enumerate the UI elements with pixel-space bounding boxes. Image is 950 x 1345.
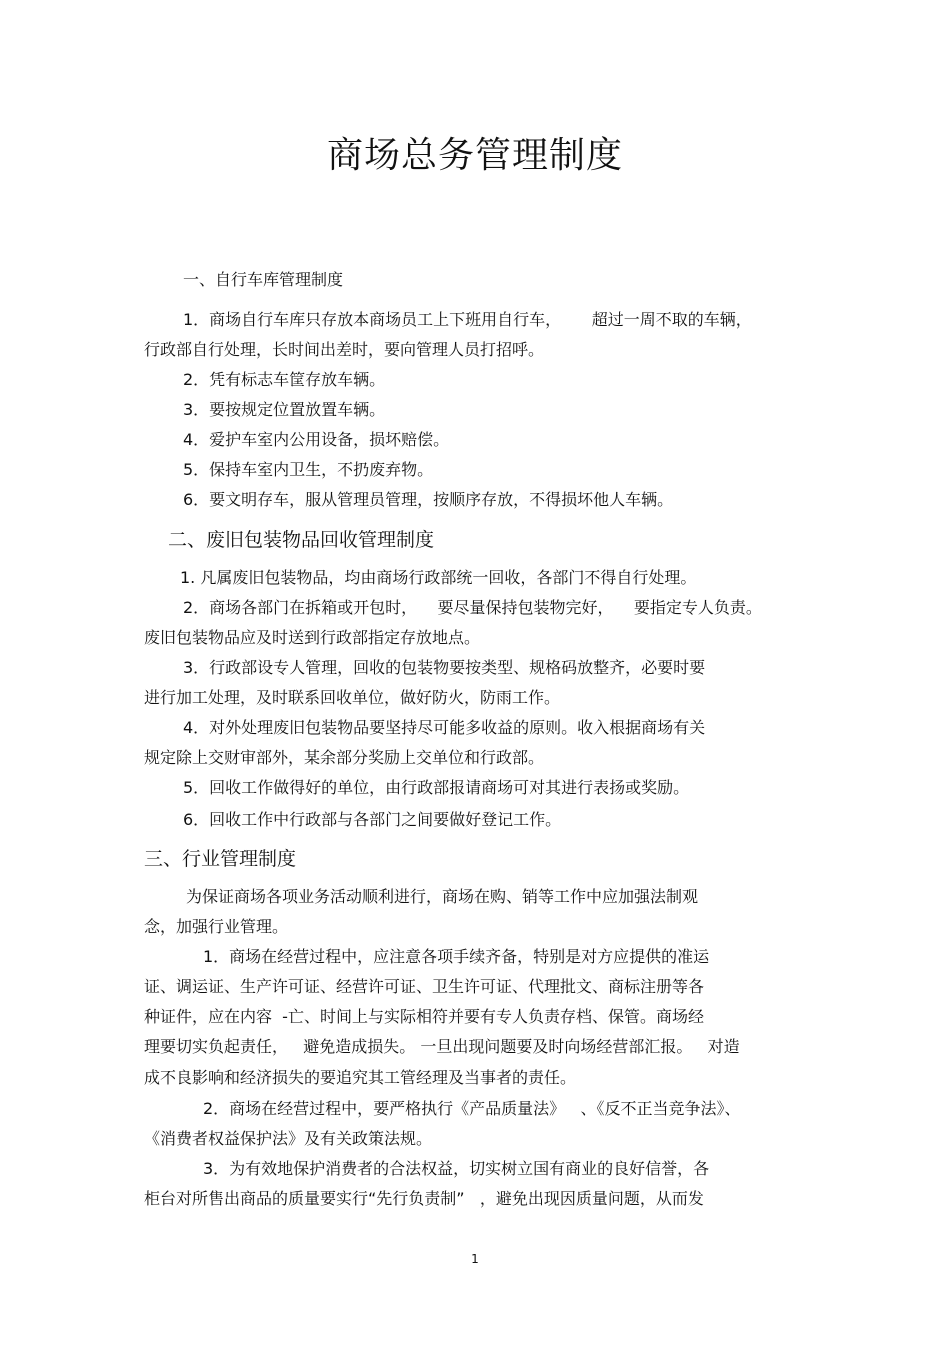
paragraph-line: 种证件，应在内容 -亡、时间上与实际相符并要有专人负责存档、保管。商场经 bbox=[144, 1007, 704, 1026]
paragraph-line: 2．商场在经营过程中，要严格执行《产品质量法》 、《反不正当竞争法》、 bbox=[203, 1099, 741, 1118]
paragraph-line: 2．商场各部门在拆箱或开包时， 要尽量保持包装物完好， 要指定专人负责。 bbox=[183, 598, 762, 617]
paragraph-line: 1. 凡属废旧包装物品，均由商场行政部统一回收，各部门不得自行处理。 bbox=[180, 568, 697, 587]
paragraph-line: 4．爱护车室内公用设备，损坏赔偿。 bbox=[183, 430, 450, 449]
paragraph-line: 《消费者权益保护法》及有关政策法规。 bbox=[144, 1129, 433, 1148]
paragraph-line: 5．保持车室内卫生，不扔废弃物。 bbox=[183, 460, 434, 479]
page-number: 1 bbox=[471, 1252, 479, 1266]
paragraph-line: 柜台对所售出商品的质量要实行“先行负责制” ，避免出现因质量问题，从而发 bbox=[144, 1189, 704, 1208]
paragraph-line: 6．回收工作中行政部与各部门之间要做好登记工作。 bbox=[183, 810, 562, 829]
paragraph-line: 5．回收工作做得好的单位，由行政部报请商场可对其进行表扬或奖励。 bbox=[183, 778, 690, 797]
paragraph-line: 成不良影响和经济损失的要追究其工管经理及当事者的责任。 bbox=[144, 1068, 577, 1087]
section-heading: 二、废旧包装物品回收管理制度 bbox=[168, 529, 435, 551]
paragraph-line: 规定除上交财审部外，某余部分奖励上交单位和行政部。 bbox=[144, 748, 545, 767]
paragraph-line: 进行加工处理，及时联系回收单位，做好防火，防雨工作。 bbox=[144, 688, 561, 707]
paragraph-line: 3．行政部设专人管理，回收的包装物要按类型、规格码放整齐，必要时要 bbox=[183, 658, 706, 677]
paragraph-line: 2．凭有标志车筐存放车辆。 bbox=[183, 370, 386, 389]
paragraph-line: 6．要文明存车，服从管理员管理，按顺序存放，不得损坏他人车辆。 bbox=[183, 490, 674, 509]
section-heading: 一、自行车库管理制度 bbox=[183, 270, 344, 289]
paragraph-line: 3．要按规定位置放置车辆。 bbox=[183, 400, 386, 419]
paragraph-line: 念，加强行业管理。 bbox=[144, 917, 289, 936]
paragraph-line: 废旧包装物品应及时送到行政部指定存放地点。 bbox=[144, 628, 481, 647]
paragraph-line: 3．为有效地保护消费者的合法权益，切实树立国有商业的良好信誉，各 bbox=[203, 1159, 710, 1178]
section-heading: 三、行业管理制度 bbox=[144, 848, 297, 870]
paragraph-line: 证、调运证、生产许可证、经营许可证、卫生许可证、代理批文、商标注册等各 bbox=[144, 977, 705, 996]
paragraph-line: 1．商场自行车库只存放本商场员工上下班用自行车， 超过一周不取的车辆， bbox=[183, 310, 752, 329]
document-title: 商场总务管理制度 bbox=[326, 135, 623, 176]
paragraph-line: 4．对外处理废旧包装物品要坚持尽可能多收益的原则。收入根据商场有关 bbox=[183, 718, 706, 737]
paragraph-line: 1．商场在经营过程中，应注意各项手续齐备，特别是对方应提供的准运 bbox=[203, 947, 710, 966]
paragraph-line: 为保证商场各项业务活动顺利进行，商场在购、销等工作中应加强法制观 bbox=[186, 887, 699, 906]
paragraph-line: 理要切实负起责任， 避免造成损失。 一旦出现问题要及时向场经营部汇报。 对造 bbox=[144, 1037, 740, 1056]
paragraph-line: 行政部自行处理，长时间出差时，要向管理人员打招呼。 bbox=[144, 340, 545, 359]
